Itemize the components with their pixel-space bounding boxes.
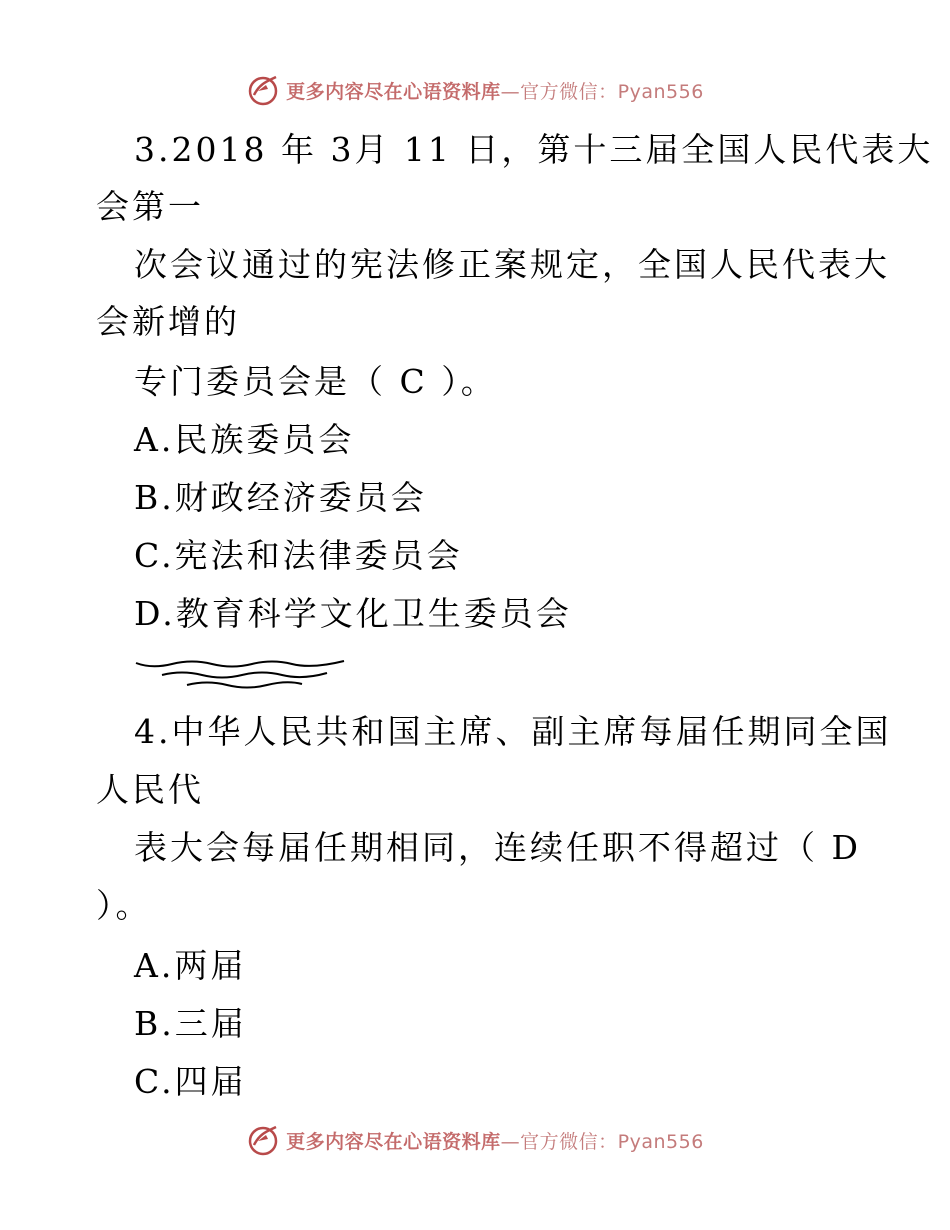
q3-option-a: A.民族委员会 (134, 420, 355, 459)
q3-line-2: 会第一 (96, 187, 204, 226)
q3-option-c: C.宪法和法律委员会 (134, 536, 463, 575)
header-watermark (0, 70, 950, 110)
logo-icon (246, 1123, 280, 1157)
squiggle-divider (132, 655, 352, 691)
footer-watermark (0, 1120, 950, 1160)
q4-option-c: C.四届 (134, 1062, 247, 1101)
watermark-text: 更多内容尽在心语资料库—官方微信：Pyan556 (286, 1130, 704, 1153)
q4-option-b: B.三届 (134, 1004, 247, 1043)
q3-option-d: D.教育科学文化卫生委员会 (134, 594, 572, 633)
q4-line-1: 4.中华人民共和国主席、副主席每届任期同全国 (134, 712, 892, 751)
q4-line-4: ）。 (96, 886, 152, 925)
q4-option-a: A.两届 (134, 946, 247, 985)
q3-line-1: 3.2018 年 3月 11 日，第十三届全国人民代表大 (134, 130, 934, 169)
watermark-text: 更多内容尽在心语资料库—官方微信：Pyan556 (286, 80, 704, 103)
logo-icon (246, 73, 280, 107)
q3-line-3: 次会议通过的宪法修正案规定，全国人民代表大 (134, 245, 890, 284)
q3-option-b: B.财政经济委员会 (134, 478, 427, 517)
q3-line-5: 专门委员会是（ C ）。 (134, 362, 497, 401)
q3-line-4: 会新增的 (96, 302, 240, 341)
q4-line-3: 表大会每届任期相同，连续任职不得超过（ D (134, 828, 861, 867)
q4-line-2: 人民代 (96, 770, 204, 809)
